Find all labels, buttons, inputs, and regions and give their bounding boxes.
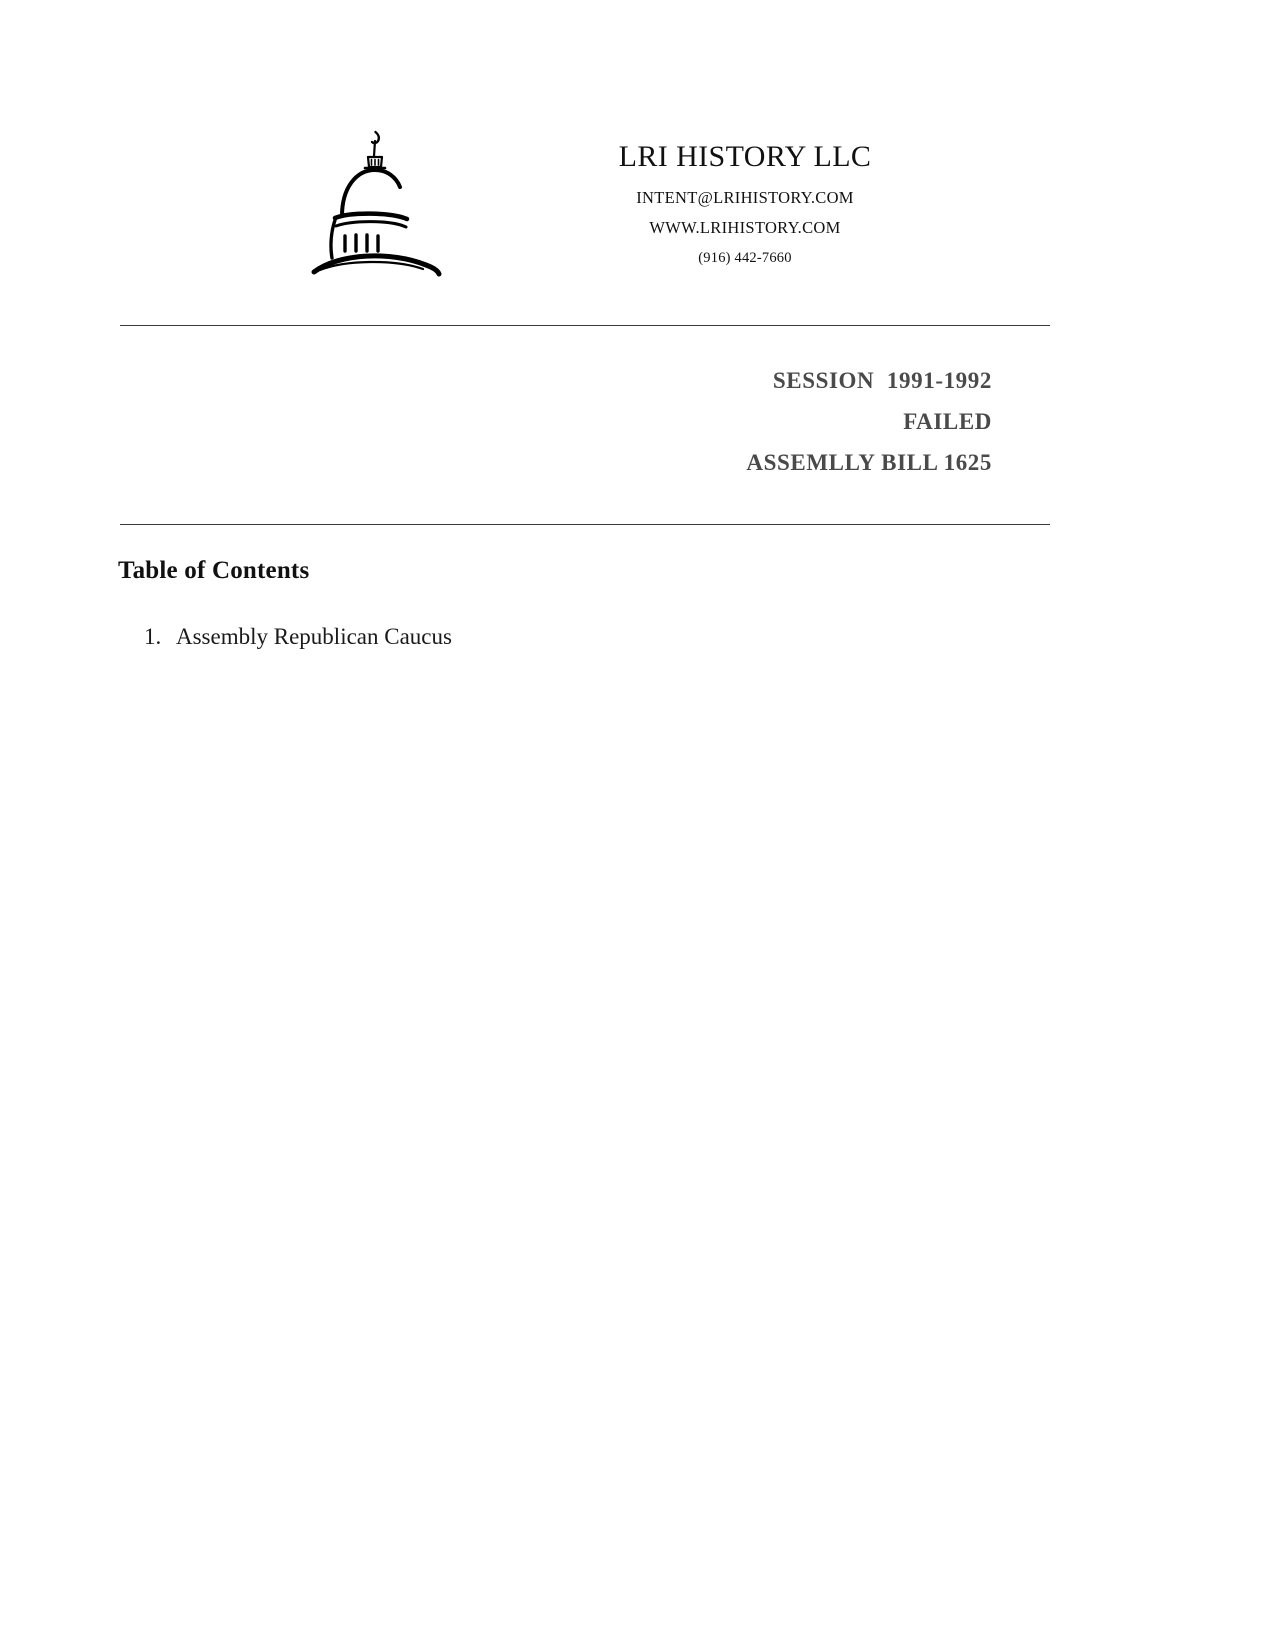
table-of-contents-list: [118, 620, 918, 654]
list-item-number: 1.: [144, 624, 162, 649]
status-line: FAILED: [903, 409, 992, 434]
table-of-contents-heading: Table of Contents: [118, 557, 310, 584]
bill-line: ASSEMLLY BILL 1625: [746, 450, 992, 475]
company-name: LRI HISTORY LLC: [618, 140, 872, 173]
masthead: [440, 110, 1050, 267]
session-line: SESSION 1991-1992: [772, 368, 992, 393]
capitol-dome-logo-icon: [295, 120, 470, 295]
header-divider-top: [120, 325, 1050, 326]
list-item-label: Assembly Republican Caucus: [176, 624, 452, 649]
website-address: WWW.LRIHISTORY.COM: [649, 218, 841, 237]
phone-number: (916) 442-7660: [698, 250, 792, 266]
title-block: [120, 360, 992, 483]
list-item: [118, 620, 918, 654]
email-address: INTENT@LRIHISTORY.COM: [636, 188, 854, 207]
letterhead: [120, 110, 1050, 295]
header-divider-bottom: [120, 524, 1050, 525]
